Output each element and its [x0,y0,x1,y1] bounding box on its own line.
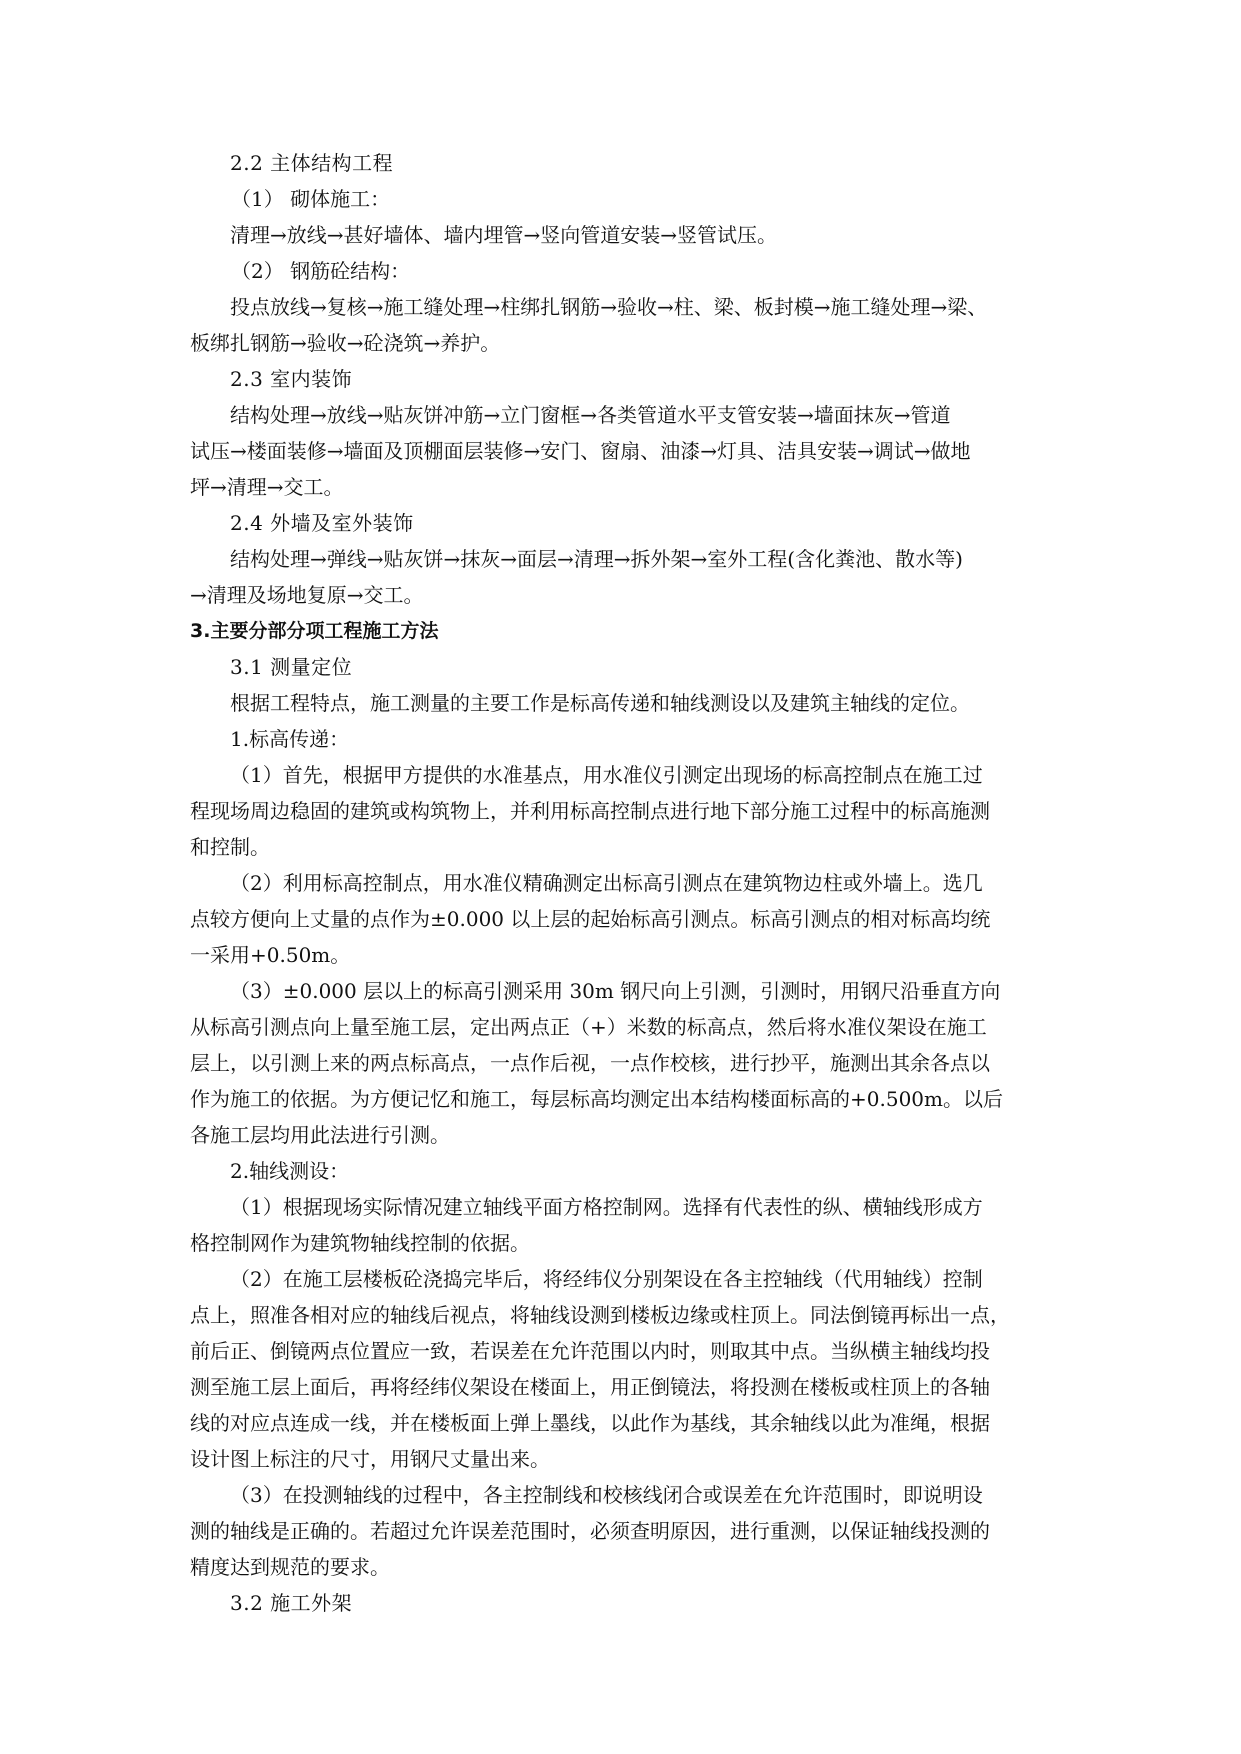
text-line: （1） 砌体施工： [231,187,391,211]
text-line: （2）利用标高控制点，用水准仪精确测定出标高引测点在建筑物边柱或外墙上。选几 [230,871,983,895]
text-line: （3）±0.000 层以上的标高引测采用 30m 钢尺向上引测，引测时，用钢尺沿垂直方向 [230,979,1001,1003]
text-line: 结构处理→放线→贴灰饼冲筋→立门窗框→各类管道水平支管安装→墙面抹灰→管道 [230,403,951,427]
text-line: 结构处理→弹线→贴灰饼→抹灰→面层→清理→拆外架→室外工程(含化粪池、散水等) [230,547,963,571]
subsection-heading: 2.4 外墙及室外装饰 [230,511,414,535]
subsection-heading: 2.3 室内装饰 [230,367,353,391]
text-line: 精度达到规范的要求。 [190,1555,390,1579]
section-heading: 3.主要分部分项工程施工方法 [190,620,439,642]
text-line: （1）根据现场实际情况建立轴线平面方格控制网。选择有代表性的纵、横轴线形成方 [230,1195,983,1219]
text-line: 层上，以引测上来的两点标高点，一点作后视，一点作校核，进行抄平，施测出其余各点以 [190,1051,990,1075]
text-line: 根据工程特点，施工测量的主要工作是标高传递和轴线测设以及建筑主轴线的定位。 [230,691,970,715]
text-line: （2）在施工层楼板砼浇捣完毕后，将经纬仪分别架设在各主控轴线（代用轴线）控制 [230,1267,983,1291]
text-line: 点较方便向上丈量的点作为±0.000 以上层的起始标高引测点。标高引测点的相对标高均统 [190,907,991,931]
text-line: 测的轴线是正确的。若超过允许误差范围时，必须查明原因，进行重测，以保证轴线投测的 [190,1519,990,1543]
text-line: 作为施工的依据。为方便记忆和施工，每层标高均测定出本结构楼面标高的+0.500m。以后 [190,1087,1003,1111]
document-page [190,145,1052,1621]
text-line: →清理及场地复原→交工。 [190,583,424,607]
text-line: 前后正、倒镜两点位置应一致，若误差在允许范围以内时，则取其中点。当纵横主轴线均投 [190,1339,990,1363]
text-line: 投点放线→复核→施工缝处理→柱绑扎钢筋→验收→柱、梁、板封模→施工缝处理→梁、 [230,295,988,319]
text-line: 板绑扎钢筋→验收→砼浇筑→养护。 [190,331,501,355]
text-line: 一采用+0.50m。 [190,943,351,967]
text-line: 坪→清理→交工。 [190,475,344,499]
text-line: （1）首先，根据甲方提供的水准基点，用水准仪引测定出现场的标高控制点在施工过 [230,763,983,787]
text-line: 清理→放线→甚好墙体、墙内埋管→竖向管道安装→竖管试压。 [230,223,778,247]
text-line: 2.轴线测设： [230,1159,350,1183]
subsection-heading: 3.1 测量定位 [230,655,353,679]
text-line: 点上，照准各相对应的轴线后视点，将轴线设测到楼板边缘或柱顶上。同法倒镜再标出一点， [190,1303,1010,1327]
text-line: 和控制。 [190,835,270,859]
text-line: 从标高引测点向上量至施工层，定出两点正（+）米数的标高点，然后将水准仪架设在施工 [190,1015,987,1039]
text-line: 1.标高传递： [230,727,350,751]
subsection-heading: 2.2 主体结构工程 [230,151,394,175]
text-line: （3）在投测轴线的过程中，各主控制线和校核线闭合或误差在允许范围时，即说明设 [230,1483,983,1507]
text-line: 测至施工层上面后，再将经纬仪架设在楼面上，用正倒镜法，将投测在楼板或柱顶上的各轴 [190,1375,990,1399]
text-line: 线的对应点连成一线，并在楼板面上弹上墨线，以此作为基线，其余轴线以此为准绳，根据 [190,1411,990,1435]
text-line: 各施工层均用此法进行引测。 [190,1123,450,1147]
subsection-heading: 3.2 施工外架 [230,1591,353,1615]
text-line: （2） 钢筋砼结构： [231,259,411,283]
text-line: 试压→楼面装修→墙面及顶棚面层装修→安门、窗扇、油漆→灯具、洁具安装→调试→做地 [190,439,971,463]
text-line: 设计图上标注的尺寸，用钢尺丈量出来。 [190,1447,550,1471]
text-line: 格控制网作为建筑物轴线控制的依据。 [190,1231,530,1255]
text-line: 程现场周边稳固的建筑或构筑物上，并利用标高控制点进行地下部分施工过程中的标高施测 [190,799,990,823]
